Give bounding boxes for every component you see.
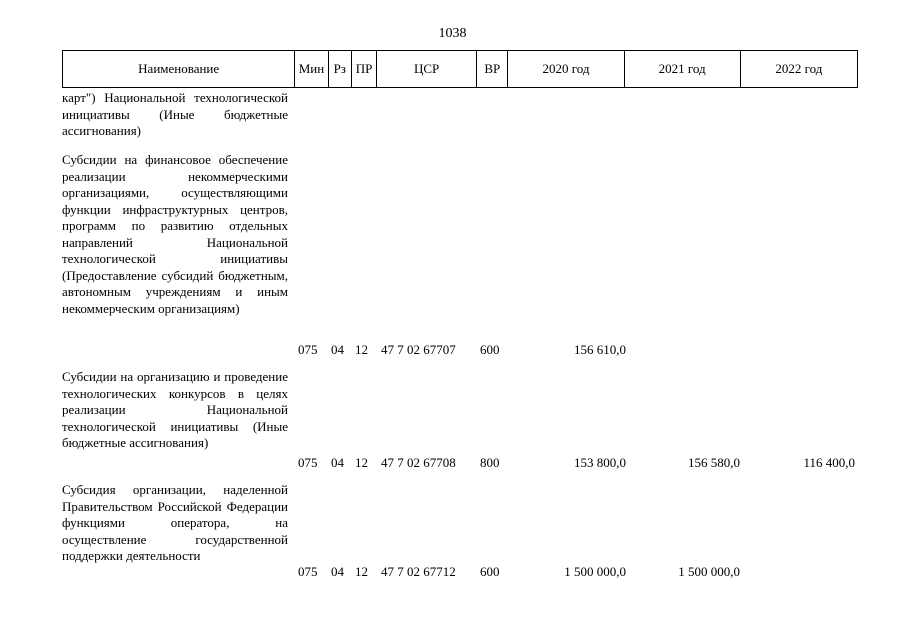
row-2021: 1 500 000,0 [678,564,740,579]
row-pr: 12 [355,564,368,579]
row-csr: 47 7 02 67712 [381,564,456,579]
row-name: Субсидии на финансовое обеспечение реализации некоммерческими организациями, осуществляющими функции инфраструктурных центров, программ по развитию отдельных направлений Национальной технологической инициативы (Предоставление субсидий бюджетным, автономным учреждениям и иным некоммерческим организациям) [62,152,288,316]
header-pr: ПР [351,51,376,88]
table-header [62,50,858,88]
header-2020: 2020 год [508,51,624,88]
row-pr: 12 [355,455,368,470]
row-min: 075 [298,564,318,579]
table-row [0,369,905,471]
header-2021: 2021 год [624,51,740,88]
row-name: Субсидии на организацию и проведение технологических конкурсов в целях реализации Национальной технологической инициативы (Иные бюджетные ассигнования) [62,369,288,450]
row-2022: 116 400,0 [803,455,855,470]
header-min: Мин [295,51,328,88]
row-vr: 600 [480,564,500,579]
row-name: карт") Национальной технологической инициативы (Иные бюджетные ассигнования) [62,90,288,138]
row-2021: 156 580,0 [688,455,740,470]
table-row [0,482,905,584]
row-csr: 47 7 02 67707 [381,342,456,357]
row-rz: 04 [331,564,344,579]
row-2020: 1 500 000,0 [564,564,626,579]
table-row [0,90,905,140]
row-name: Субсидия организации, наделенной Правительством Российской Федерации функциями оператора, на осуществление государственной поддержки деятельности [62,482,288,563]
page-number: 1038 [438,26,467,41]
table-row [0,152,905,358]
row-pr: 12 [355,342,368,357]
row-rz: 04 [331,455,344,470]
row-min: 075 [298,455,318,470]
header-rz: Рз [328,51,351,88]
row-min: 075 [298,342,318,357]
row-vr: 600 [480,342,500,357]
row-2020: 153 800,0 [574,455,626,470]
row-2020: 156 610,0 [574,342,626,357]
header-csr: ЦСР [377,51,477,88]
header-vr: ВР [477,51,508,88]
header-2022: 2022 год [740,51,857,88]
row-vr: 800 [480,455,500,470]
row-csr: 47 7 02 67708 [381,455,456,470]
header-name: Наименование [63,51,295,88]
row-rz: 04 [331,342,344,357]
